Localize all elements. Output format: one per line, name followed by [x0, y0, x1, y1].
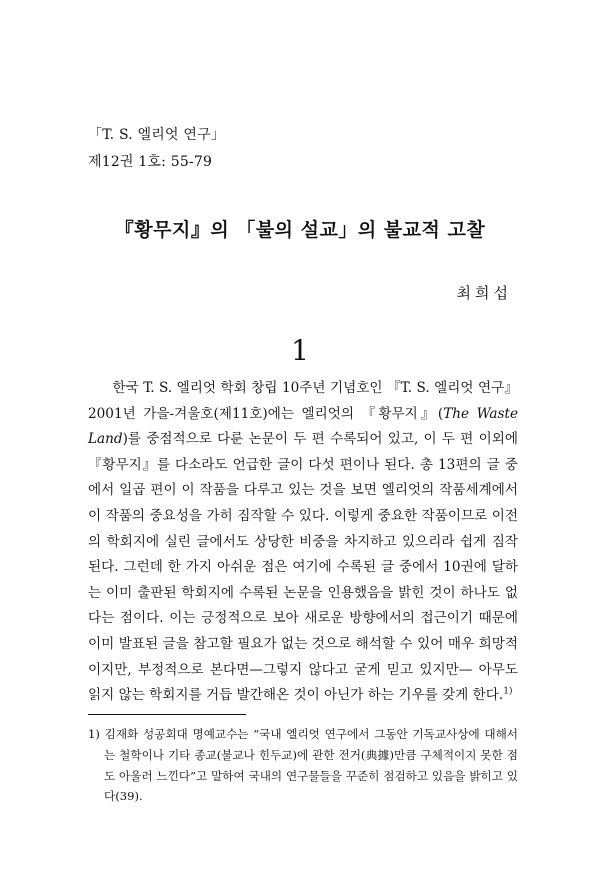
body-paragraph: [88, 376, 518, 709]
section-number: 1: [291, 334, 309, 367]
footnote-reference[interactable]: 1): [503, 686, 513, 697]
paper-title: 『황무지』의 「불의 설교」의 불교적 고찰: [114, 219, 486, 241]
journal-name: 「T. S. 엘리엇 연구」: [88, 127, 226, 143]
journal-header: [88, 122, 225, 176]
journal-volume: 제12권 1호: 55-79: [88, 154, 213, 170]
paragraph-text-part2: )를 중점적으로 다룬 논문이 두 편 수록되어 있고, 이 두 편 이외에 『황무지』를 다소라도 언급한 글이 다섯 편이나 된다. 총 13편의 글 중에서 일곱 편이 이 작품을 다루고 있는 것을 보면 엘리엇의 작품세계에서 이 작품의 중요성을 가히 짐작할 수 있다. 이렇게 중요한 작품이므로 이전의 학회지에 실린 글에서도 상당한 비중을 차지하고 있으리라 쉽게 짐작된다. 그런데 한 가지 아쉬운 점은 여기에 수록된 글 중에서 10권에 달하는 이미 출판된 학회지에 수록된 논문을 인용했음을 밝힌 것이 하나도 없다는 점이다. 이는 긍정적으로 보아 새로운 방향에서의 접근이기 때문에 이미 발표된 글을 참고할 필요가 없는 것으로 해석할 수 있어 매우 희망적이지만, 부정적으로 본다면—그렇지 않다고 굳게 믿고 있지만— 아무도 읽지 않는 학회지를 거듭 발간해온 것이 아닌가 하는 기우를 갖게 한다.: [88, 431, 518, 704]
paragraph-italic-title: The Waste Land: [88, 405, 518, 448]
footnote-divider: [88, 714, 246, 715]
paragraph-text-part1: 한국 T. S. 엘리엇 학회 창립 10주년 기념호인 『T. S. 엘리엇 연구』 2001년 가을-겨울호(제11호)에는 엘리엇의 『황무지』(: [88, 380, 518, 422]
footnote-text: 1) 김재화 성공회대 명예교수는 “국내 엘리엇 연구에서 그동안 기독교사상에 대해서는 철학이나 기타 종교(불교나 힌두교)에 관한 전거(典據)만큼 구체적이지 못한 점도 아울러 느낀다”고 말하여 국내의 연구물들을 꾸준히 점검하고 있음을 밝히고 있다(39).: [88, 727, 518, 804]
author-name: 최희섭: [456, 284, 512, 302]
